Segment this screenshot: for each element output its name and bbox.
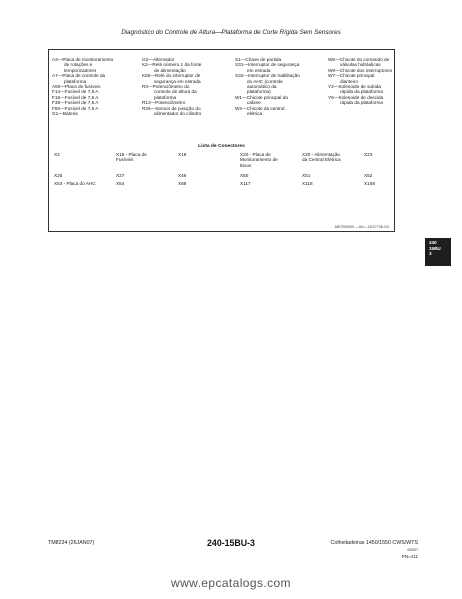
connector-item <box>364 173 424 178</box>
legend-entry-text: cabine <box>247 100 261 106</box>
legend-entry-text: automático da <box>247 84 277 90</box>
connector-item <box>116 181 176 186</box>
connector-label: X50 <box>240 173 249 178</box>
footer-page-number: 240-15BU-3 <box>207 538 255 548</box>
connector-label: X46 <box>178 173 187 178</box>
legend-entry-text: dianteiro <box>340 78 358 84</box>
legend-entry-text: rápida da plataforma <box>340 100 383 106</box>
legend-entry-text: S1—Chave de partida <box>235 57 282 62</box>
connector-item <box>240 152 300 168</box>
legend-entry-text: A3—Placa de monitoramento <box>52 57 114 62</box>
legend-entry-text: Y5—Solenoide de descida <box>328 94 384 100</box>
legend-entry-text: W1—Chicote principal da <box>235 94 288 100</box>
legend-entry-text: em estrada <box>247 67 271 73</box>
connector-label: Eixos <box>240 162 252 168</box>
legend-entry-text: F14—Fusível de 7,5 A <box>52 89 99 95</box>
connector-item <box>54 181 114 186</box>
legend-entry-text: plataforma) <box>247 89 271 95</box>
legend-column-2 <box>142 57 232 116</box>
legend-column-3 <box>235 57 325 116</box>
section-tab <box>425 238 451 266</box>
legend-entry-text: G1—Bateria <box>52 111 78 117</box>
footer-manual-id: TM8234 (26JAN07) <box>48 540 95 546</box>
footer-model: Colheitadeiras 1450/1550 CWS/WTS <box>330 540 418 546</box>
footer-date-code: 080307 <box>407 548 418 552</box>
section-tab-line-2: 15BU <box>429 245 441 251</box>
legend-entry-text: Y2—Solenoide de subida <box>328 84 381 90</box>
legend-entry-text: segurança em estrada <box>154 78 201 84</box>
connector-label: da Central Elétrica <box>302 157 341 163</box>
legend-entry-text: K2—Relé número 1 da fonte <box>142 62 202 68</box>
legend-column-4 <box>328 57 394 106</box>
legend-entry-text: do AHC (controle <box>247 78 283 84</box>
legend-entry-text: R13—Potenciômetro <box>142 100 186 106</box>
section-tab-line-1: 240 <box>429 240 437 245</box>
legend-entry-text: A50—Placa de fusíveis <box>52 84 101 90</box>
connector-label: X20 - Placa de <box>240 152 271 157</box>
legend-entry-text: W7—Chicote principal <box>328 73 375 79</box>
footer-pn: PN=411 <box>401 554 418 559</box>
connector-label: X117 <box>240 181 251 186</box>
connector-item <box>116 173 176 178</box>
connector-item <box>54 152 114 157</box>
connector-item <box>240 181 300 186</box>
connector-item <box>116 152 176 163</box>
connector-label: X15 - Placa de <box>116 152 147 157</box>
legend-entry-text: A7—Placa de controle da <box>52 73 106 79</box>
connector-label: X51 <box>302 173 311 178</box>
connector-item <box>240 173 300 178</box>
connector-item <box>302 173 362 178</box>
connector-label: X23 <box>364 152 373 157</box>
legend-entry-text: rápida da plataforma <box>340 89 383 95</box>
connector-label: X54 <box>116 181 125 186</box>
connector-item <box>178 173 238 178</box>
figure-reference: AWT000000 —UN—13OCT08-2/3 <box>334 225 389 229</box>
legend-entry-text: F38—Fusível de 7,5 A <box>52 100 99 106</box>
legend-entry-text: R3—Potenciômetro do <box>142 84 190 90</box>
connector-label: X169 <box>364 181 375 186</box>
legend-entry-text: F15—Fusível de 7,5 A <box>52 94 99 100</box>
connector-label: Monitoramento de <box>240 157 278 163</box>
legend-entry-text: plataforma <box>154 94 177 100</box>
connector-item <box>178 181 238 186</box>
connector-label: X20 - Alimentação <box>302 152 341 157</box>
legend-entry-text: alimentador do cilindro <box>154 111 202 117</box>
connector-item <box>364 152 424 157</box>
connector-item <box>302 181 362 186</box>
legend-entry-text: W8—Chicote dos interruptores <box>328 67 393 73</box>
connector-item <box>178 152 238 157</box>
connector-label: Fusíveis <box>116 157 134 163</box>
connector-label: X53 - Placa do AHC <box>54 181 96 186</box>
page-title: Diagnóstico do Controle de Altura—Plataforma de Corte Rígida Sem Sensores <box>121 29 341 36</box>
connector-label: X18 <box>178 152 187 157</box>
connector-list-title: Lista de Conectores <box>198 144 245 149</box>
legend-entry-text: temporizadores <box>64 67 97 73</box>
legend-entry-text: plataforma <box>64 78 87 84</box>
connector-item <box>54 173 114 178</box>
legend-entry-text: de rotações e <box>64 62 93 68</box>
legend-entry-text: elétrica <box>247 111 263 117</box>
legend-entry-text: S32—Interruptor de habilitação <box>235 73 300 79</box>
legend-entry-text: válvulas hidráulicas <box>340 62 381 68</box>
section-tab-line-3: 3 <box>429 251 432 257</box>
connector-label: X25 <box>54 173 63 178</box>
legend-entry-text: controle de altura da <box>154 89 197 95</box>
connector-item <box>364 181 424 186</box>
legend-entry-text: W6—Chicote do comando de <box>328 57 390 62</box>
legend-entry-text: S31—Interruptor de segurança <box>235 62 300 68</box>
legend-entry-text: G2—Alternador <box>142 57 175 62</box>
connector-label: X52 <box>364 173 373 178</box>
watermark: www.epcatalogs.com <box>171 576 291 590</box>
connector-label: X4 <box>54 152 60 157</box>
connector-item <box>302 152 362 163</box>
connector-label: X118 <box>302 181 313 186</box>
legend-entry-text: R26—Sensor de posição do <box>142 105 201 111</box>
legend-column-1 <box>52 57 138 116</box>
connector-label: X88 <box>178 181 187 186</box>
legend-entry-text: K55—Relé do interruptor de <box>142 73 201 79</box>
legend-entry-text: W2—Chicote da central <box>235 105 285 111</box>
connector-label: X27 <box>116 173 125 178</box>
legend-entry-text: F50—Fusível de 7,5 A <box>52 105 99 111</box>
legend-entry-text: de alimentação <box>154 67 186 73</box>
